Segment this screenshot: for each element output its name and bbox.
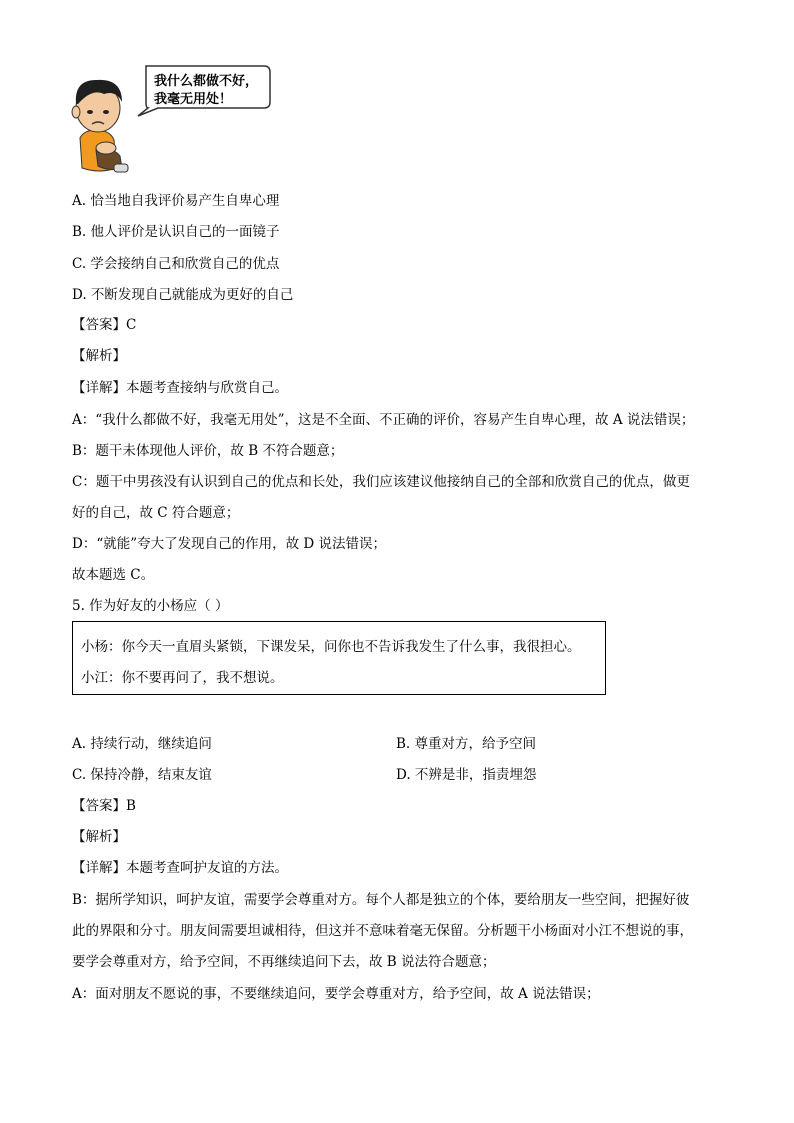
q4-option-b: B. 他人评价是认识自己的一面镜子 — [72, 224, 280, 240]
q5-detail-line: A：面对朋友不愿说的事，不要继续追问，要学会尊重对方，给予空间，故 A 说法错误； — [72, 986, 600, 1002]
q5-detail-line: 【详解】本题考查呵护友谊的方法。 — [72, 860, 288, 876]
q5-analysis-label: 【解析】 — [72, 829, 126, 845]
q5-option-b: B. 尊重对方，给予空间 — [396, 736, 537, 752]
q5-detail-line: 此的界限和分寸。朋友间需要坦诚相待，但这并不意味着毫无保留。分析题干小杨面对小江不想说的事， — [72, 923, 693, 939]
q4-detail-line: D：“就能”夸大了发现自己的作用，故 D 说法错误； — [72, 536, 387, 552]
q4-answer: 【答案】C — [72, 317, 137, 333]
q4-detail-line: B：题干未体现他人评价，故 B 不符合题意； — [72, 443, 344, 459]
speech-line-2: 我毫无用处！ — [154, 92, 233, 107]
q4-option-c: C. 学会接纳自己和欣赏自己的优点 — [72, 256, 280, 272]
q4-detail-line: 故本题选 C。 — [72, 567, 155, 583]
q4-option-d: D. 不断发现自己就能成为更好的自己 — [72, 287, 294, 303]
q5-option-a: A. 持续行动，继续追问 — [72, 736, 212, 752]
q4-detail-line: 【详解】本题考查接纳与欣赏自己。 — [72, 380, 288, 396]
q5-dialog-line: 小江：你不要再问了，我不想说。 — [81, 670, 284, 686]
q4-detail-line: 好的自己，故 C 符合题意； — [72, 505, 240, 521]
q5-option-c: C. 保持冷静，结束友谊 — [72, 767, 212, 783]
q5-detail-line: B：据所学知识，呵护友谊，需要学会尊重对方。每个人都是独立的个体，要给朋友一些空间，把握好彼 — [72, 892, 690, 908]
q5-dialog-box — [72, 621, 606, 695]
q4-detail-line: C：题干中男孩没有认识到自己的优点和长处，我们应该建议他接纳自己的全部和欣赏自己的优点，做更 — [72, 474, 690, 490]
q4-option-a: A. 恰当地自我评价易产生自卑心理 — [72, 193, 280, 209]
q5-option-d: D. 不辨是非，指责埋怨 — [396, 767, 537, 783]
speech-line-1: 我什么都做不好， — [154, 74, 259, 89]
q5-dialog-line: 小杨：你今天一直眉头紧锁，下课发呆，问你也不告诉我发生了什么事，我很担心。 — [81, 639, 581, 655]
q5-stem: 5. 作为好友的小杨应（ ） — [72, 598, 229, 614]
q5-detail-line: 要学会尊重对方，给予空间，不再继续追问下去，故 B 说法符合题意； — [72, 954, 496, 970]
q4-analysis-label: 【解析】 — [72, 348, 126, 364]
q4-detail-line: A：“我什么都做不好，我毫无用处”，这是不全面、不正确的评价，容易产生自卑心理，故 A 说法错误； — [72, 412, 695, 428]
q5-answer: 【答案】B — [72, 798, 136, 814]
